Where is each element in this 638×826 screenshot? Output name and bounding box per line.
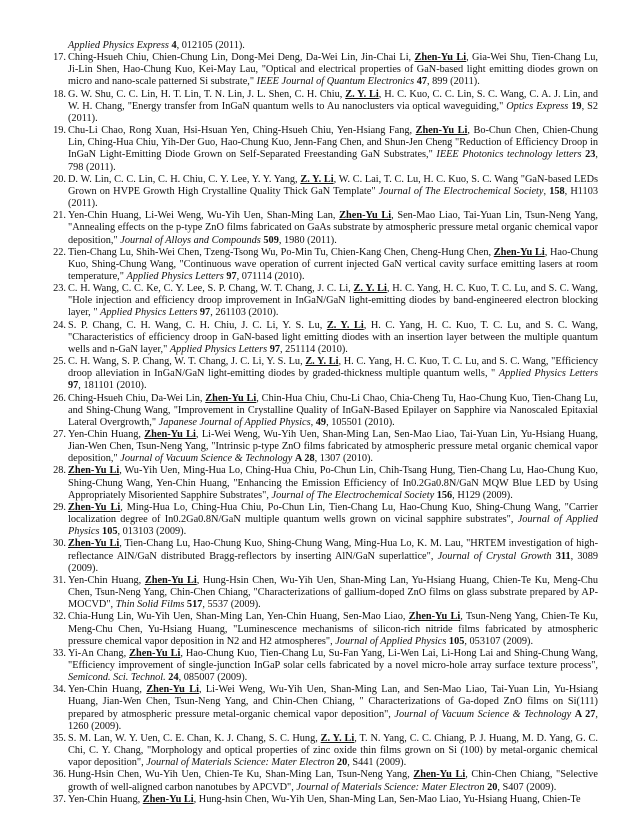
- reference-number: 23.: [53, 283, 66, 295]
- reference-text: C. H. Wang, C. C. Ke, C. Y. Lee, S. P. Chang, W. T. Chang, J. C. Li,: [68, 283, 354, 295]
- reference-text: Yi-An Chang,: [68, 647, 130, 659]
- highlighted-author: Zhen-Yu Li: [68, 501, 121, 513]
- reference-item: [53, 52, 598, 88]
- volume-number: 105: [448, 635, 465, 647]
- reference-number: 25.: [53, 356, 66, 368]
- volume-number: 47: [416, 76, 427, 88]
- journal-name: Journal of Materials Science: Mater Electron: [146, 757, 335, 769]
- reference-text: Chu-Li Chao, Rong Xuan, Hsi-Hsuan Yen, Ching-Hsueh Chiu, Yen-Hsiang Fang,: [68, 125, 416, 137]
- reference-text: , H. C. Kuo, C. C. Lin, S. C. Wang, C. A. J. Lin, and W. H. Chang, "Energy transfer from InGaN quantum wells to Au nanoclusters via optical waveguiding,": [68, 88, 598, 112]
- reference-text: , Li-Wei Weng, Wu-Yih Uen, Shan-Ming Lan, and Sen-Mao Liao, Tai-Yuan Lin, Yu-Hsiang Huang, Jian-Wen Chen, Tsun-Neng Yang, and Chin-Chen Chiang, " Characterizations of Ga-doped ZnO films on Si(111) prepared by atmospheric pressure metal-organic chemical vapor deposition",: [68, 684, 598, 720]
- volume-number: 97: [199, 307, 211, 319]
- reference-number: 27.: [53, 429, 66, 440]
- reference-item: [53, 392, 598, 429]
- reference-item: [53, 319, 598, 356]
- reference-text: , S2 (2011).: [68, 100, 598, 124]
- reference-text: S. P. Chang, C. H. Wang, C. H. Chiu, J. C. Li, Y. S. Lu,: [68, 319, 327, 331]
- reference-text: , Chin-Chen Chiang, "Selective growth of well-aligned carbon nanotubes by APCVD",: [68, 769, 598, 793]
- reference-text: , Sen-Mao Liao, Tai-Yuan Lin, Tsun-Neng Yang, "Annealing effects on the p-type ZnO films fabricated on GaAs substrate by atmospheric pressure metal organic chemical vapor deposition,": [68, 210, 598, 246]
- reference-item: [53, 429, 598, 465]
- highlighted-author: Z. Y. Li: [320, 732, 355, 744]
- reference-text: , Hung-Hsin Chen, Wu-Yih Uen, Shan-Ming Lan, Yu-Hsiang Huang, Chien-Te Ku, Meng-Chu Chen, Tsun-Neng Yang, Chin-Chen Chiang, "Characterizations of gallium-doped ZnO films on glass substrate prepared by AP-MOCVD",: [68, 574, 599, 611]
- reference-list: [53, 52, 599, 806]
- reference-text: , 1980 (2011).: [278, 234, 337, 246]
- reference-number: 17.: [53, 52, 66, 64]
- highlighted-author: Z. Y. Li: [326, 319, 364, 331]
- highlighted-author: Zhen-Yu Li: [129, 647, 181, 659]
- volume-number: 20: [336, 757, 348, 769]
- highlighted-author: Zhen-Yu Li: [144, 574, 197, 586]
- reference-item: [53, 465, 598, 501]
- reference-number: 28.: [53, 465, 66, 477]
- reference-text: , 053107 (2009).: [464, 635, 534, 647]
- reference-text: , 261103 (2010).: [210, 307, 279, 319]
- volume-number: 49: [315, 416, 327, 428]
- reference-text: , 899 (2011).: [427, 76, 480, 88]
- volume-number: 158: [549, 185, 565, 197]
- reference-text: , H. C. Yang, H. C. Kuo, T. C. Lu, and S. C. Wang, "Efficiency droop alleviation in InGaN/GaN light-emitting diodes by graded-thickness multiple quantum wells, ": [68, 356, 599, 380]
- volume-number: A 27: [574, 708, 596, 720]
- reference-number: 37.: [53, 793, 66, 805]
- highlighted-author: Zhen-Yu Li: [142, 793, 194, 805]
- reference-item: [53, 88, 598, 125]
- reference-text: , 105501 (2010).: [326, 416, 395, 428]
- journal-name: Applied Physics Letters: [498, 368, 598, 380]
- volume-number: 97: [269, 343, 280, 355]
- reference-text: Yen-Chin Huang,: [68, 793, 143, 805]
- reference-item: [53, 769, 598, 793]
- journal-name: IEEE Journal of Quantum Electronics: [256, 76, 415, 88]
- reference-item: [53, 283, 598, 319]
- journal-name: Applied Physics Letters: [126, 270, 224, 282]
- reference-item: [53, 732, 598, 769]
- volume-number: A 28: [294, 453, 315, 465]
- reference-item: [53, 356, 599, 392]
- reference-number: 24.: [53, 319, 66, 331]
- journal-name: Semicond. Sci. Technol.: [68, 672, 166, 684]
- reference-number: 35.: [53, 732, 66, 744]
- highlighted-author: Z. Y. Li: [353, 283, 387, 295]
- reference-item: [53, 684, 598, 733]
- reference-text: , 1307 (2010).: [314, 453, 373, 465]
- volume-number: 24: [168, 672, 179, 684]
- reference-text: Ching-Hsueh Chiu, Chien-Chung Lin, Dong-Mei Deng, Da-Wei Lin, Jin-Chai Li,: [68, 52, 415, 64]
- journal-name: Journal of The Electrochemical Society: [378, 185, 544, 197]
- reference-text: , T. N. Yang, C. C. Chiang, P. J. Huang, M. D. Yang, G. C. Chi, C. Y. Chang, "Morphology and optical properties of zinc oxide thin films grown on Si (100) by metal-organic chemical vapor deposition",: [68, 732, 598, 769]
- reference-text: , Tsun-Neng Yang, Chien-Te Ku, Meng-Chu Chen, Yu-Hsiang Huang, "Luminescence mechanisms of silicon-rich nitride films fabricated by atmospheric pressure chemical vapor deposition in N2 and H2 atmospheres",: [68, 611, 598, 647]
- reference-text: , H. C. Yang, H. C. Kuo, T. C. Lu, and S. C. Wang, "Characteristics of efficiency droop in GaN-based light emitting diodes with an insertion layer between the multiple quantum wells and n-GaN layer,": [68, 319, 598, 355]
- reference-text: , Hao-Chung Kuo, Tien-Chang Lu, Su-Fan Yang, Li-Wen Lai, Li-Hong Lai and Shing-Chung Wang, "Efficiency improvement of single-junction InGaP solar cells fabricated by a novel micro-hole array surface texture process",: [68, 647, 598, 671]
- reference-item: [53, 647, 598, 684]
- reference-text: , 181101 (2010).: [78, 380, 147, 392]
- reference-text: , Tien-Chang Lu, Hao-Chung Kuo, Shing-Chung Wang, Ming-Hua Lo, K. M. Lau, "HRTEM investigation of high-reflectance AlN/GaN distributed Bragg-reflectors by inserting AlN/GaN superlattice",: [68, 538, 598, 562]
- journal-name: Journal of Materials Science: Mater Electron: [296, 781, 485, 793]
- volume-number: 517: [186, 599, 203, 611]
- reference-text: , 013103 (2009).: [117, 526, 187, 538]
- journal-name: Journal of Applied Physics: [68, 514, 598, 538]
- reference-text: G. W. Shu, C. C. Lin, H. T. Lin, T. N. Lin, J. L. Shen, C. H. Chiu,: [68, 88, 346, 100]
- journal-name: Journal of Vacuum Science & Technology: [120, 453, 293, 465]
- reference-text: Yen-Chin Huang,: [68, 684, 147, 696]
- reference-item: [53, 246, 598, 283]
- reference-text: Tien-Chang Lu, Shih-Wei Chen, Tzeng-Tsong Wu, Po-Min Tu, Chien-Kang Chen, Cheng-Hung Chen,: [68, 246, 494, 258]
- highlighted-author: Z. Y. Li: [305, 356, 339, 368]
- journal-name: Applied Physics Letters: [169, 343, 268, 355]
- highlighted-author: Zhen-Yu Li: [68, 465, 120, 477]
- reference-text: , Ming-Hua Lo, Ching-Hua Chiu, Po-Chun Lin, Tien-Chang Lu, Hao-Chung Kuo, Shing-Chung Wang, "Carrier localization degree of In0.2Ga0.8N/GaN multiple quantum wells grown on vicinal sapphire substrates",: [68, 501, 599, 526]
- journal-name: Journal of Alloys and Compounds: [120, 234, 261, 246]
- reference-text: S. M. Lan, W. Y. Uen, C. E. Chan, K. J. Chang, S. C. Hung,: [68, 732, 321, 744]
- journal-name: IEEE Photonics technology letters: [436, 149, 582, 161]
- highlighted-author: Zhen-Yu Li: [146, 684, 199, 696]
- highlighted-author: Zhen-Yu Li: [408, 611, 461, 623]
- reference-text: , S441 (2009).: [347, 757, 407, 769]
- reference-text: , 071114 (2010).: [236, 270, 305, 282]
- journal-name: Journal of Vacuum Science & Technology: [394, 708, 572, 720]
- reference-text: , Wu-Yih Uen, Ming-Hua Lo, Ching-Hua Chiu, Po-Chun Lin, Chih-Tsang Hung, Tien-Chang Lu, Hao-Chung Kuo, Shing-Chung Wang, Yen-Chin Huang, "Enhancing the Emission Efficiency of In0.2Ga0.8N/GaN MQW Blue LED by Using Appropriately Misoriented Sapphire Substrates",: [68, 465, 598, 501]
- journal-name: Optics Express: [506, 100, 569, 112]
- reference-number: 33.: [53, 647, 66, 659]
- reference-text: , H. C. Yang, H. C. Kuo, T. C. Lu, and S. C. Wang, "Hole injection and efficiency droop improvement in InGaN/GaN light-emitting diodes by band-engineered electron blocking layer, ": [68, 283, 598, 319]
- reference-text: , Bo-Chun Chen, Chien-Chung Lin, Ching-Hua Chiu, Yih-Der Guo, Hao-Chung Kuo, Jenn-Fang Chen, and Shun-Jen Cheng "Reduction of Efficiency Droop in InGaN Light-Emitting Diode Grown on Self-Separated Freestanding GaN Substrates,": [68, 125, 598, 161]
- journal-name: Journal of Applied Physics: [335, 635, 447, 647]
- journal-name: Journal of The Electrochemical Society: [271, 489, 435, 501]
- journal-name: Thin Solid Films: [115, 599, 185, 611]
- reference-text: , Hung-hsin Chen, Wu-Yih Uen, Shan-Ming Lan, Sen-Mao Liao, Yu-Hsiang Huang, Chien-Te: [193, 793, 581, 805]
- reference-text: , W. C. Lai, T. C. Lu, H. C. Kuo, S. C. Wang "GaN-based LEDs Grown on HVPE Growth High Crystalline Quality Thick GaN Template": [68, 173, 599, 197]
- journal-name: Applied Physics Letters: [100, 307, 198, 319]
- reference-text: Hung-Hsin Chen, Wu-Yih Uen, Chien-Te Ku, Shan-Ming Lan, Tsun-Neng Yang,: [68, 769, 414, 781]
- reference-text: , Gia-Wei Shu, Tien-Chang Lu, Ji-Lin Shen, Hao-Chung Kuo, Kei-May Lau, "Optical and electrical properties of GaN-based light emitting diodes grown on micro and nano-scale patterned Si substrate,": [68, 52, 598, 88]
- highlighted-author: Z. Y. Li: [345, 88, 379, 100]
- reference-text: , 085007 (2009).: [178, 672, 248, 684]
- reference-number: 34.: [53, 684, 66, 696]
- reference-number: 18.: [53, 88, 66, 100]
- reference-text: , H1103 (2011).: [68, 185, 598, 210]
- reference-item: [53, 611, 598, 647]
- reference-number: 29.: [53, 501, 66, 513]
- reference-number: 31.: [53, 574, 66, 586]
- reference-text: , Chin-Hua Chiu, Chu-Li Chao, Chia-Cheng Tu, Hao-Chung Kuo, Tien-Chang Lu, and Shing-Chung Wang, "Improvement in Crystalline Quality of InGaN-Based Epilayer on Sapphire via Nanoscaled Epitaxial Lateral Overgrowth,": [68, 392, 598, 428]
- volume-number: 97: [226, 270, 237, 282]
- journal-name: Japanese Journal of Applied Physics: [158, 416, 311, 428]
- reference-item: [53, 538, 598, 574]
- volume-number: 105: [102, 526, 118, 538]
- reference-number: 21.: [53, 210, 66, 222]
- reference-item: [53, 210, 598, 246]
- reference-text: Yen-Chin Huang,: [68, 574, 145, 586]
- reference-text: , 3089 (2009).: [68, 550, 598, 574]
- highlighted-author: Zhen-Yu Li: [413, 769, 466, 781]
- continuation-venue: Applied Physics Express: [68, 40, 169, 51]
- highlighted-author: Zhen-Yu Li: [414, 52, 467, 64]
- reference-continuation: [68, 40, 598, 52]
- volume-number: 19: [571, 100, 582, 112]
- reference-number: 30.: [53, 538, 66, 550]
- reference-text: ,: [543, 185, 550, 197]
- reference-item: [53, 501, 599, 538]
- reference-text: , S407 (2009).: [497, 781, 557, 793]
- reference-text: Ching-Hsueh Chiu, Da-Wei Lin,: [68, 392, 206, 404]
- highlighted-author: Zhen-Yu Li: [493, 246, 545, 258]
- highlighted-author: Zhen-Yu Li: [144, 429, 196, 440]
- reference-number: 20.: [53, 173, 66, 185]
- reference-number: 22.: [53, 246, 66, 258]
- reference-text: Chia-Hung Lin, Wu-Yih Uen, Shan-Ming Lan, Yen-Chin Huang, Sen-Mao Liao,: [68, 611, 409, 623]
- reference-text: ,: [310, 416, 316, 428]
- reference-item: [53, 125, 598, 174]
- reference-item: [53, 574, 599, 611]
- highlighted-author: Zhen-Yu Li: [68, 538, 120, 550]
- highlighted-author: Z. Y. Li: [300, 173, 334, 185]
- reference-number: 36.: [53, 769, 66, 781]
- continuation-volume: 4: [171, 40, 177, 51]
- volume-number: 23: [585, 149, 596, 161]
- volume-number: 509: [263, 234, 279, 246]
- reference-text: D. W. Lin, C. C. Lin, C. H. Chiu, C. Y. Lee, Y. Y. Yang,: [68, 173, 301, 185]
- reference-text: , 798 (2011).: [68, 149, 598, 173]
- reference-text: , 1260 (2009).: [68, 708, 598, 732]
- reference-number: 32.: [53, 611, 66, 623]
- highlighted-author: Zhen-Yu Li: [415, 125, 468, 137]
- reference-text: C. H. Wang, S. P. Chang, W. T. Chang, J. C. Li, Y. S. Lu,: [68, 356, 306, 368]
- reference-number: 19.: [53, 125, 66, 137]
- volume-number: 97: [68, 380, 79, 392]
- reference-text: , 251114 (2010).: [279, 343, 348, 355]
- reference-item: [53, 173, 599, 210]
- reference-text: , 5537 (2009).: [202, 599, 261, 611]
- journal-name: Journal of Crystal Growth: [437, 550, 552, 562]
- volume-number: 20: [487, 781, 498, 793]
- volume-number: 156: [436, 489, 453, 501]
- reference-text: , Hao-Chung Kuo, Shing-Chung Wang, "Continuous wave operation of current injected GaN vertical cavity surface emitting lasers at room temperature,": [68, 246, 598, 282]
- reference-item: [53, 793, 598, 806]
- reference-text: , Li-Wei Weng, Wu-Yih Uen, Shan-Ming Lan, Sen-Mao Liao, Tai-Yuan Lin, Yu-Hsiang Huang, Jian-Wen Chen, Tsun-Neng Yang, "Intrinsic p-type ZnO films fabricated by atmospheric pressure metal organic chemical vapor deposition,": [68, 429, 598, 465]
- highlighted-author: Zhen-Yu Li: [339, 210, 392, 222]
- reference-text: Yen-Chin Huang, Li-Wei Weng, Wu-Yih Uen, Shan-Ming Lan,: [68, 210, 340, 222]
- reference-text: Yen-Chin Huang,: [68, 429, 145, 440]
- reference-text: , H129 (2009).: [452, 489, 513, 501]
- highlighted-author: Zhen-Yu Li: [205, 392, 257, 404]
- volume-number: 311: [555, 550, 571, 562]
- continuation-rest: , 012105 (2011).: [176, 40, 245, 51]
- reference-number: 26.: [53, 392, 66, 404]
